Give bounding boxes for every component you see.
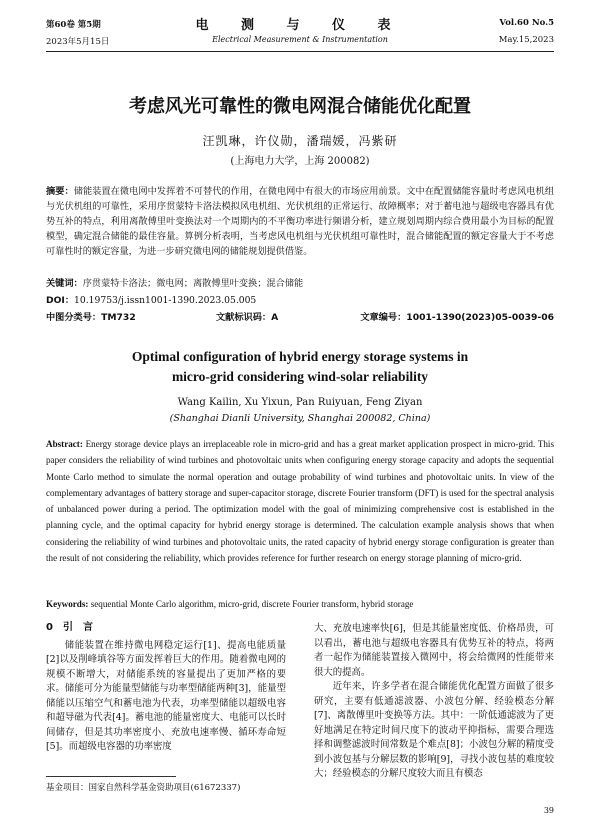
- paper-title-en-line2: micro-grid considering wind-solar reliability: [171, 369, 429, 384]
- body-column-left: [46, 621, 286, 755]
- abstract-en: [46, 436, 554, 566]
- abstract-zh: [46, 184, 554, 259]
- section-heading: 0 引 言: [46, 622, 93, 633]
- doi-text: 10.19753/j.issn1001-1390.2023.05.005: [74, 295, 257, 306]
- date-zh: 2023年5月15日: [46, 37, 110, 47]
- doi-label: DOI：: [46, 295, 75, 306]
- volume-en: Vol.60 No.5: [499, 18, 554, 28]
- clc-number: 中图分类号：TM732: [46, 312, 136, 323]
- intro-paragraph-1-continued: 大、充放电速率快[6]，但是其能量密度低、价格昂贵，可以看出，蓄电池与超级电容器具有优势互补的特点，将两者一起作为储能装置接入微网中，将会给微网的性能带来很大的提高。: [314, 623, 554, 678]
- paper-title-zh: 考虑风光可靠性的微电网混合储能优化配置: [129, 96, 471, 117]
- date-en: May.15,2023: [498, 35, 554, 45]
- intro-paragraph-1: 储能装置在维持微电网稳定运行[1]、提高电能质量[2]以及削峰填谷等方面发挥着巨大的作用。随着微电网的规模不断增大，对储能系统的容量提出了更加严格的要求。储能可分为能量型储能与功率型储能两种[3]，能量型储能以压缩空气和蓄电池为代表，功率型储能以超级电容和超导磁为代表[4]。蓄电池的能量密度大、电能可以长时间储存，但是其功率密度小、充放电速率慢、循环寿命短[5]。而超级电容器的功率密度: [46, 639, 286, 752]
- abstract-zh-text: 储能装置在微电网中发挥着不可替代的作用，在微电网中有很大的市场应用前景。文中在配置储能容量时考虑风电机组与光伏机组的可靠性，采用序贯蒙特卡洛法模拟风电机组、光伏机组的正常运行、故障概率；对于蓄电池与超级电容器具有优势互补的特点，利用离散傅里叶变换法对一个周期内的不平衡功率进行频谱分析，建立规划周期内综合费用最小为目标的配置模型，确定混合储能的最佳容量。算例分析表明，当考虑风电机组与光伏机组可靠性时，混合储能配置的额定容量大于不考虑可靠性时的额定容量，为进一步研究微电网的储能规划提供借鉴。: [46, 186, 555, 257]
- article-number: 文章编号：1001-1390(2023)05-0039-06: [360, 312, 554, 323]
- keywords-zh: [46, 275, 554, 289]
- abstract-en-label: Abstract:: [46, 439, 83, 449]
- authors-zh: 汪凯琳，许仪勋，潘瑞媛，冯紫研: [202, 134, 398, 148]
- footnote-rule: [46, 776, 176, 777]
- journal-name-en: Electrical Measurement & Instrumentation: [212, 35, 388, 44]
- body-column-right: [314, 622, 554, 782]
- header-rule: [46, 51, 554, 52]
- keywords-zh-label: 关键词：: [46, 278, 83, 289]
- doi: [46, 292, 256, 306]
- journal-name-zh: 电 测 与 仪 表: [195, 18, 405, 33]
- abstract-zh-label: 摘要：: [46, 186, 74, 197]
- abstract-en-text: Energy storage device plays an irreplaceable role in micro-grid and has a great market application prospect in micro-grid. This paper considers the reliability of wind turbines and photovoltaic units when configuring energy storage capacity and adopts the sequential Monte Carlo method to simulate the normal operation and outage probability of wind turbines and photovoltaic units. In view of the complementary advantages of battery storage and super-capacitor storage, discrete Fourier transform (DFT) is used for the spectral analysis of unbalanced power during a period. The optimization model with the goal of minimizing comprehensive cost is established in the planning cycle, and the optimal capacity for hybrid energy storage is determined. The calculation example analysis shows that when considering the reliability of wind turbines and photovoltaic units, the rated capacity of hybrid energy storage configuration is greater than the result of not considering the reliability, which provides reference for further research on energy storage planning of micro-grid.: [46, 439, 554, 564]
- paper-title-en: [0, 347, 600, 387]
- document-code: 文献标识码：A: [216, 312, 279, 323]
- affiliation-zh: (上海电力大学，上海 200082): [230, 156, 370, 167]
- keywords-en-label: Keywords:: [46, 599, 89, 609]
- intro-paragraph-2: 近年来，许多学者在混合储能优化配置方面做了很多研究，主要有低通滤波器、小波包分解、经验模态分解[7]、离散傅里叶变换等方法。其中：一阶低通滤波为了更好地满足在特定时间尺度下的波动平抑指标，需要合理选择和调整滤波时间常数是个难点[8]；小波包分解的精度受到小波包基与分解层数的影响[9]，寻找小波包基的难度较大；经验模态的分解尺度较大而且有模态: [314, 681, 554, 779]
- affiliation-en: (Shanghai Dianli University, Shanghai 200082, China): [169, 413, 431, 424]
- paper-title-en-line1: Optimal configuration of hybrid energy storage systems in: [131, 349, 469, 364]
- page-number: 39: [543, 806, 554, 815]
- keywords-en-text: sequential Monte Carlo algorithm, micro-grid, discrete Fourier transform, hybrid storage: [88, 599, 414, 609]
- authors-en: Wang Kailin, Xu Yixun, Pan Ruiyuan, Feng Ziyan: [177, 397, 423, 408]
- funding-note: 基金项目：国家自然科学基金资助项目(61672337): [46, 783, 241, 793]
- running-header: [0, 12, 600, 50]
- keywords-en: [46, 599, 554, 609]
- volume-zh: 第60卷 第5期: [46, 20, 101, 30]
- keywords-zh-text: 序贯蒙特卡洛法；微电网；离散傅里叶变换；混合储能: [82, 278, 304, 289]
